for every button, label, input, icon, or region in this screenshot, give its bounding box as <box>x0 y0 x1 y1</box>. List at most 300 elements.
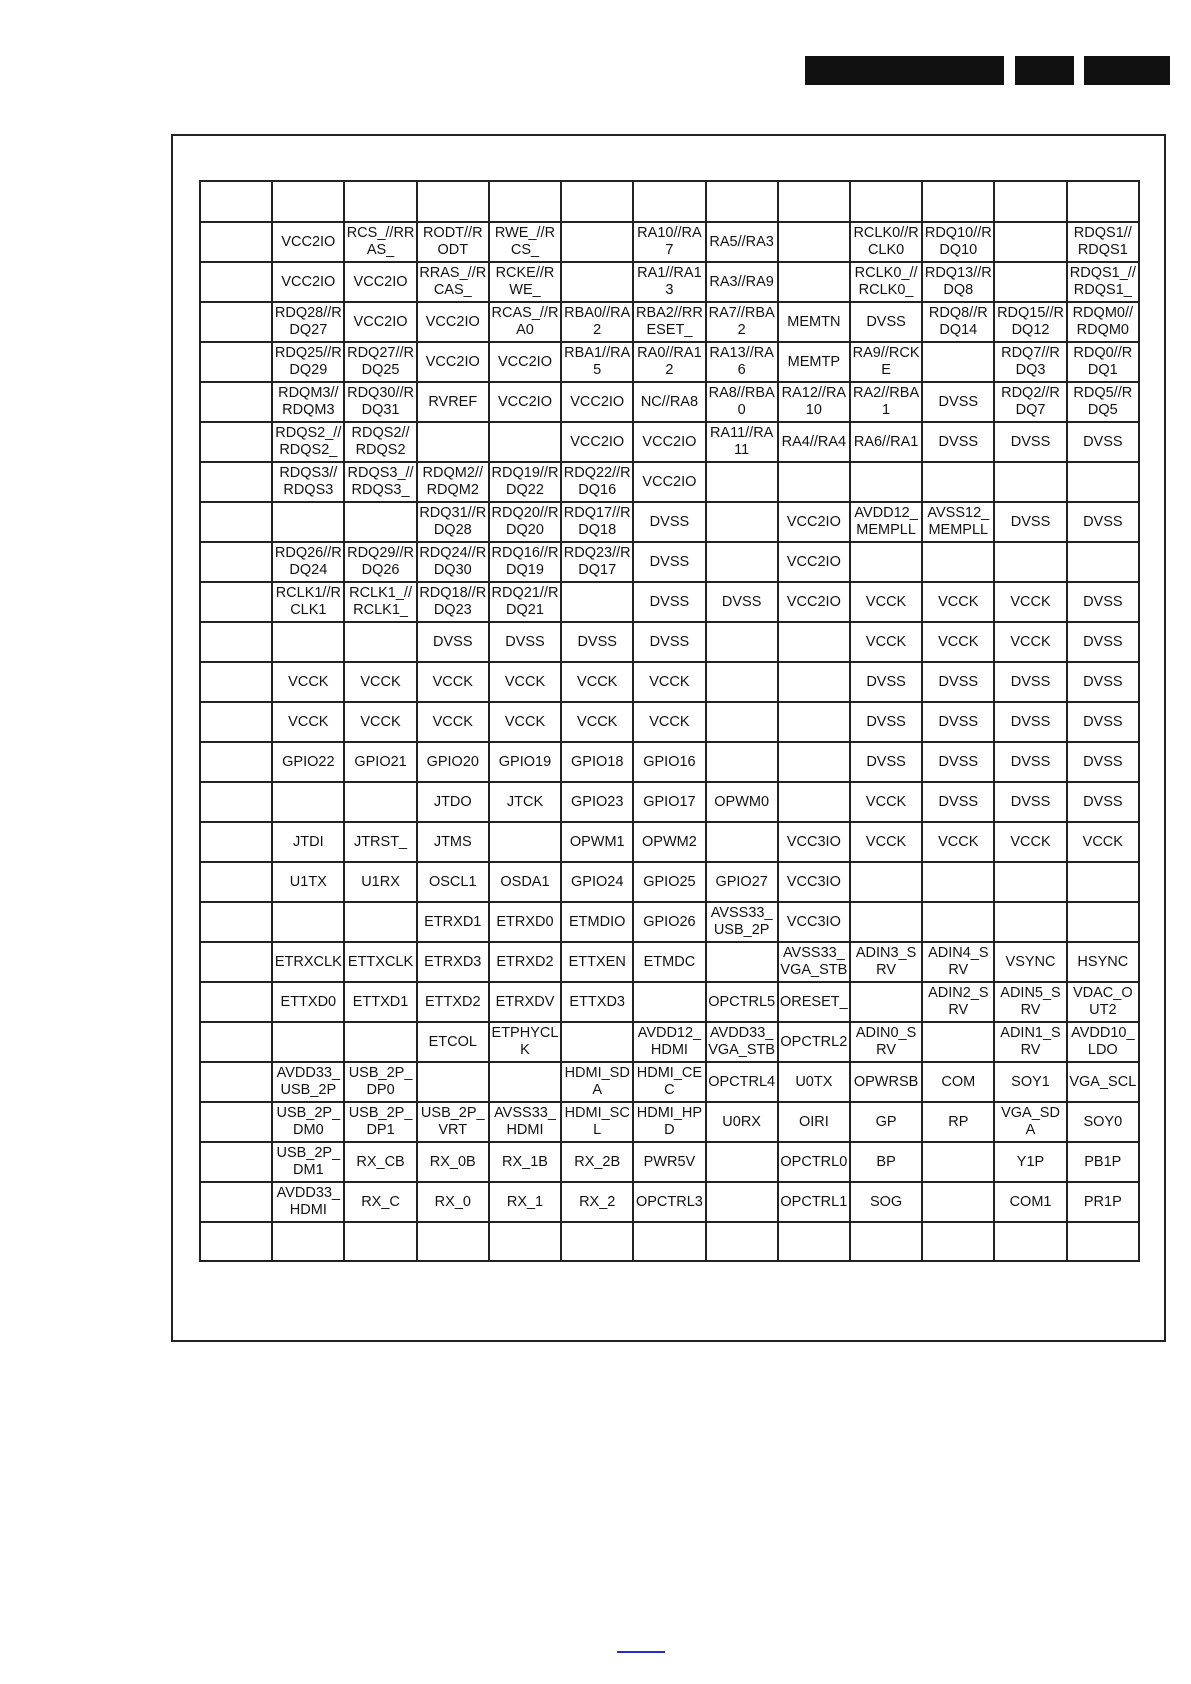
pin-cell: DVSS <box>850 302 922 342</box>
pin-cell: VCCK <box>1067 822 1139 862</box>
pin-cell: RDQ30//RDQ31 <box>344 382 416 422</box>
pin-cell <box>272 502 344 542</box>
pin-cell <box>561 1022 633 1062</box>
pin-cell <box>200 982 272 1022</box>
pin-cell: U0RX <box>706 1102 778 1142</box>
pin-cell: RBA2//RRESET_ <box>633 302 705 342</box>
pin-cell: RDQ23//RDQ17 <box>561 542 633 582</box>
pin-cell: RDQ10//RDQ10 <box>922 222 994 262</box>
pin-cell <box>994 902 1066 942</box>
pin-cell: VCC2IO <box>344 262 416 302</box>
pin-cell: DVSS <box>489 622 561 662</box>
pin-cell <box>994 262 1066 302</box>
pin-cell <box>200 582 272 622</box>
pin-cell: RX_C <box>344 1182 416 1222</box>
pin-cell <box>561 582 633 622</box>
pin-cell: GPIO18 <box>561 742 633 782</box>
pin-cell: RDQ29//RDQ26 <box>344 542 416 582</box>
pin-cell: VCCK <box>272 662 344 702</box>
pin-cell <box>706 662 778 702</box>
pin-cell <box>994 1222 1066 1261</box>
pin-cell: VCC2IO <box>417 302 489 342</box>
pin-cell <box>489 1062 561 1102</box>
pin-cell <box>706 742 778 782</box>
pin-cell: AVSS12_MEMPLL <box>922 502 994 542</box>
pin-cell: VCCK <box>344 662 416 702</box>
pin-cell <box>344 902 416 942</box>
pin-cell <box>1067 542 1139 582</box>
pin-cell: ETTXD3 <box>561 982 633 1022</box>
pin-cell: GPIO26 <box>633 902 705 942</box>
pin-cell <box>922 342 994 382</box>
pin-cell <box>489 822 561 862</box>
pin-cell <box>633 982 705 1022</box>
table-row <box>200 502 1139 542</box>
pin-cell: RCS_//RRAS_ <box>344 222 416 262</box>
pin-cell <box>850 902 922 942</box>
pin-cell <box>417 422 489 462</box>
pin-cell: VCCK <box>561 662 633 702</box>
pin-cell: RDQ16//RDQ19 <box>489 542 561 582</box>
pin-cell: OPWM1 <box>561 822 633 862</box>
pin-cell <box>200 862 272 902</box>
pin-cell: DVSS <box>994 502 1066 542</box>
pin-cell: RA10//RA7 <box>633 222 705 262</box>
pin-cell: HSYNC <box>1067 942 1139 982</box>
pin-cell <box>200 782 272 822</box>
pin-cell: RDQ2//RDQ7 <box>994 382 1066 422</box>
pin-cell <box>706 462 778 502</box>
pin-cell: RBA1//RA5 <box>561 342 633 382</box>
pin-cell: ETTXD0 <box>272 982 344 1022</box>
pin-cell: DVSS <box>922 662 994 702</box>
pin-cell: OPCTRL5 <box>706 982 778 1022</box>
pin-cell <box>200 1022 272 1062</box>
pin-cell: PB1P <box>1067 1142 1139 1182</box>
pin-cell <box>1067 902 1139 942</box>
pin-cell: AVDD12_HDMI <box>633 1022 705 1062</box>
pin-cell: OPWM0 <box>706 782 778 822</box>
pin-cell: DVSS <box>633 622 705 662</box>
pin-cell: JTDO <box>417 782 489 822</box>
pin-cell: RDQM2//RDQM2 <box>417 462 489 502</box>
table-row <box>200 302 1139 342</box>
pin-cell <box>200 222 272 262</box>
pin-cell: ADIN4_SRV <box>922 942 994 982</box>
pin-cell <box>344 782 416 822</box>
pin-cell <box>922 1182 994 1222</box>
pin-cell: HDMI_HPD <box>633 1102 705 1142</box>
pin-cell <box>272 181 344 222</box>
pin-cell <box>344 502 416 542</box>
pin-cell: VCCK <box>561 702 633 742</box>
pin-cell: OPCTRL1 <box>778 1182 850 1222</box>
pin-cell <box>706 622 778 662</box>
pin-cell <box>417 181 489 222</box>
pin-cell: SOG <box>850 1182 922 1222</box>
pin-cell: RX_0 <box>417 1182 489 1222</box>
pin-cell: NC//RA8 <box>633 382 705 422</box>
pin-cell <box>272 1022 344 1062</box>
pin-cell <box>200 462 272 502</box>
pin-cell <box>417 1062 489 1102</box>
pin-cell <box>561 222 633 262</box>
pin-cell <box>200 702 272 742</box>
page-link-underline[interactable] <box>617 1651 665 1653</box>
pin-cell: VSYNC <box>994 942 1066 982</box>
pin-cell: VCCK <box>850 782 922 822</box>
pin-cell: RX_0B <box>417 1142 489 1182</box>
pin-cell <box>706 942 778 982</box>
pin-cell <box>1067 462 1139 502</box>
pin-cell: ORESET_ <box>778 982 850 1022</box>
pin-cell: RDQ24//RDQ30 <box>417 542 489 582</box>
pin-cell: RDQ7//RDQ3 <box>994 342 1066 382</box>
pin-cell <box>200 662 272 702</box>
header-black-bar-right <box>1084 56 1170 85</box>
pin-cell: DVSS <box>994 702 1066 742</box>
pin-cell: RCLK0_//RCLK0_ <box>850 262 922 302</box>
pin-cell <box>344 1022 416 1062</box>
pin-cell: OPCTRL2 <box>778 1022 850 1062</box>
pin-cell <box>200 1222 272 1261</box>
pin-cell: AVSS33_VGA_STB <box>778 942 850 982</box>
pin-cell: VGA_SDA <box>994 1102 1066 1142</box>
pin-cell: ETPHYCLK <box>489 1022 561 1062</box>
pin-cell: RDQ26//RDQ24 <box>272 542 344 582</box>
pin-cell <box>1067 181 1139 222</box>
pin-cell: DVSS <box>994 422 1066 462</box>
table-row <box>200 782 1139 822</box>
pin-cell: DVSS <box>850 702 922 742</box>
pin-cell <box>922 1142 994 1182</box>
table-row <box>200 222 1139 262</box>
pin-cell: ETRXD2 <box>489 942 561 982</box>
pin-cell: DVSS <box>561 622 633 662</box>
pin-cell: DVSS <box>1067 702 1139 742</box>
pin-cell <box>706 702 778 742</box>
pin-cell <box>922 862 994 902</box>
ball-map-table <box>199 180 1140 1262</box>
pin-cell: AVDD33_HDMI <box>272 1182 344 1222</box>
pin-cell: DVSS <box>706 582 778 622</box>
pin-cell: DVSS <box>850 742 922 782</box>
pin-cell: DVSS <box>1067 582 1139 622</box>
pin-cell: OPCTRL3 <box>633 1182 705 1222</box>
pin-cell: VCCK <box>994 622 1066 662</box>
pin-cell: VCCK <box>272 702 344 742</box>
pin-cell <box>850 862 922 902</box>
pin-cell <box>778 1222 850 1261</box>
pin-cell <box>561 1222 633 1261</box>
pin-cell <box>706 542 778 582</box>
pin-cell: AVDD10_LDO <box>1067 1022 1139 1062</box>
pin-cell: USB_2P_VRT <box>417 1102 489 1142</box>
pin-cell: ADIN1_SRV <box>994 1022 1066 1062</box>
pin-cell: AVSS33_HDMI <box>489 1102 561 1142</box>
table-row <box>200 1062 1139 1102</box>
pin-cell <box>200 822 272 862</box>
pin-cell <box>922 1022 994 1062</box>
table-row <box>200 742 1139 782</box>
pin-cell <box>778 262 850 302</box>
table-row <box>200 862 1139 902</box>
pin-cell: OPCTRL4 <box>706 1062 778 1102</box>
pin-cell: ETMDC <box>633 942 705 982</box>
pin-cell: RA11//RA11 <box>706 422 778 462</box>
pin-cell: VCC2IO <box>633 422 705 462</box>
pin-cell: RDQS3//RDQS3 <box>272 462 344 502</box>
pin-cell: VCC2IO <box>489 382 561 422</box>
pin-cell <box>706 502 778 542</box>
pin-cell: VCC2IO <box>344 302 416 342</box>
pin-cell <box>850 1222 922 1261</box>
pin-cell <box>706 181 778 222</box>
pin-cell <box>200 622 272 662</box>
pin-cell: VCC2IO <box>272 262 344 302</box>
pin-cell: RDQ17//RDQ18 <box>561 502 633 542</box>
table-row <box>200 902 1139 942</box>
pin-cell <box>200 942 272 982</box>
pin-cell: GP <box>850 1102 922 1142</box>
pin-cell: VCC3IO <box>778 862 850 902</box>
pin-cell: PWR5V <box>633 1142 705 1182</box>
pin-cell <box>200 1102 272 1142</box>
pin-cell: RA8//RBA0 <box>706 382 778 422</box>
pin-cell: RDQS3_//RDQS3_ <box>344 462 416 502</box>
pin-cell <box>200 181 272 222</box>
pin-cell: VCC2IO <box>417 342 489 382</box>
pin-cell: RDQ27//RDQ25 <box>344 342 416 382</box>
pin-cell: ETRXD0 <box>489 902 561 942</box>
pin-cell: RRAS_//RCAS_ <box>417 262 489 302</box>
pin-cell: RCKE//RWE_ <box>489 262 561 302</box>
pin-cell <box>778 462 850 502</box>
table-row <box>200 982 1139 1022</box>
pin-cell: MEMTP <box>778 342 850 382</box>
pin-cell: ADIN5_SRV <box>994 982 1066 1022</box>
pin-cell <box>200 742 272 782</box>
pin-cell: RDQS1//RDQS1 <box>1067 222 1139 262</box>
pin-cell: ETTXEN <box>561 942 633 982</box>
pin-cell: RDQS2//RDQS2 <box>344 422 416 462</box>
pin-cell <box>778 702 850 742</box>
pin-cell: VGA_SCL <box>1067 1062 1139 1102</box>
pin-cell <box>272 902 344 942</box>
table-row <box>200 1022 1139 1062</box>
pin-cell: VCCK <box>922 622 994 662</box>
pin-cell: MEMTN <box>778 302 850 342</box>
pin-cell <box>200 1182 272 1222</box>
table-row <box>200 702 1139 742</box>
pin-cell: RDQ13//RDQ8 <box>922 262 994 302</box>
pin-cell <box>200 502 272 542</box>
pin-cell: RP <box>922 1102 994 1142</box>
pin-cell: VCCK <box>850 622 922 662</box>
pin-cell: DVSS <box>1067 782 1139 822</box>
pin-cell: RCLK0//RCLK0 <box>850 222 922 262</box>
pin-cell: USB_2P_DM0 <box>272 1102 344 1142</box>
pin-cell: RBA0//RA2 <box>561 302 633 342</box>
pin-cell: BP <box>850 1142 922 1182</box>
pin-cell: VCCK <box>633 702 705 742</box>
pin-cell: VCC2IO <box>633 462 705 502</box>
pin-cell: JTRST_ <box>344 822 416 862</box>
pin-cell <box>1067 862 1139 902</box>
table-row <box>200 262 1139 302</box>
pin-cell: ETCOL <box>417 1022 489 1062</box>
pin-cell <box>706 822 778 862</box>
table-row <box>200 1182 1139 1222</box>
pin-cell: VCCK <box>417 662 489 702</box>
pin-cell <box>344 622 416 662</box>
pin-cell <box>200 1062 272 1102</box>
table-row <box>200 422 1139 462</box>
pin-cell <box>706 1182 778 1222</box>
pin-cell: VCC2IO <box>778 582 850 622</box>
pin-cell: RDQM0//RDQM0 <box>1067 302 1139 342</box>
pin-cell: RCAS_//RA0 <box>489 302 561 342</box>
pin-cell: RDQ0//RDQ1 <box>1067 342 1139 382</box>
pin-cell: GPIO19 <box>489 742 561 782</box>
pin-cell: VCC3IO <box>778 902 850 942</box>
pin-cell: GPIO21 <box>344 742 416 782</box>
pin-cell: DVSS <box>922 782 994 822</box>
pin-cell <box>994 222 1066 262</box>
pin-cell: DVSS <box>1067 502 1139 542</box>
pin-cell: RA4//RA4 <box>778 422 850 462</box>
pin-cell: HDMI_CEC <box>633 1062 705 1102</box>
pin-cell <box>922 181 994 222</box>
pin-cell: DVSS <box>417 622 489 662</box>
pin-cell: RA12//RA10 <box>778 382 850 422</box>
pin-cell: ETTXD2 <box>417 982 489 1022</box>
pin-cell: OPCTRL0 <box>778 1142 850 1182</box>
table-row <box>200 382 1139 422</box>
pin-cell: DVSS <box>633 502 705 542</box>
table-row <box>200 662 1139 702</box>
pin-cell: OPWRSB <box>850 1062 922 1102</box>
pin-cell: DVSS <box>994 662 1066 702</box>
pin-cell <box>200 342 272 382</box>
pin-cell: HDMI_SCL <box>561 1102 633 1142</box>
pin-cell: HDMI_SDA <box>561 1062 633 1102</box>
pin-cell: DVSS <box>922 742 994 782</box>
pin-cell: OPWM2 <box>633 822 705 862</box>
pin-cell <box>633 1222 705 1261</box>
pin-cell <box>922 542 994 582</box>
pin-cell: OSDA1 <box>489 862 561 902</box>
pin-cell: ETRXD3 <box>417 942 489 982</box>
pin-cell: RDQ5//RDQ5 <box>1067 382 1139 422</box>
pin-cell <box>489 422 561 462</box>
pin-cell: RA9//RCKE <box>850 342 922 382</box>
pin-cell: ADIN0_SRV <box>850 1022 922 1062</box>
pin-cell: DVSS <box>1067 742 1139 782</box>
pin-cell: VCC2IO <box>561 382 633 422</box>
pin-cell: AVDD33_VGA_STB <box>706 1022 778 1062</box>
pin-cell: GPIO23 <box>561 782 633 822</box>
pin-cell <box>922 1222 994 1261</box>
pin-cell <box>850 542 922 582</box>
pin-cell: JTMS <box>417 822 489 862</box>
pin-cell: AVDD33_USB_2P <box>272 1062 344 1102</box>
pin-cell: AVSS33_USB_2P <box>706 902 778 942</box>
pin-cell: ADIN3_SRV <box>850 942 922 982</box>
pin-cell: RVREF <box>417 382 489 422</box>
pin-cell: VCC3IO <box>778 822 850 862</box>
pin-cell <box>994 462 1066 502</box>
pin-cell: USB_2P_DP1 <box>344 1102 416 1142</box>
pin-cell: RODT//RODT <box>417 222 489 262</box>
table-row <box>200 1102 1139 1142</box>
pin-cell: RX_2B <box>561 1142 633 1182</box>
pin-cell: JTDI <box>272 822 344 862</box>
pin-cell: SOY0 <box>1067 1102 1139 1142</box>
pin-cell: GPIO24 <box>561 862 633 902</box>
pin-cell: USB_2P_DP0 <box>344 1062 416 1102</box>
pin-cell: RDQ28//RDQ27 <box>272 302 344 342</box>
pin-cell: VCCK <box>922 582 994 622</box>
pin-cell <box>200 1142 272 1182</box>
pin-cell: GPIO27 <box>706 862 778 902</box>
pin-cell <box>778 782 850 822</box>
pin-cell: OIRI <box>778 1102 850 1142</box>
pin-cell: VCCK <box>417 702 489 742</box>
pin-cell <box>633 181 705 222</box>
pin-cell: RA3//RA9 <box>706 262 778 302</box>
table-row <box>200 462 1139 502</box>
pin-cell: DVSS <box>633 582 705 622</box>
pin-cell: GPIO17 <box>633 782 705 822</box>
pin-cell: RX_CB <box>344 1142 416 1182</box>
pin-cell: COM1 <box>994 1182 1066 1222</box>
pin-cell: RX_2 <box>561 1182 633 1222</box>
pin-cell: RDQ19//RDQ22 <box>489 462 561 502</box>
pin-cell: DVSS <box>922 382 994 422</box>
pin-cell <box>561 262 633 302</box>
pin-cell <box>922 462 994 502</box>
pin-cell: VCC2IO <box>778 502 850 542</box>
pin-cell: DVSS <box>850 662 922 702</box>
pin-cell <box>200 542 272 582</box>
pin-cell: ETRXCLK <box>272 942 344 982</box>
pin-cell: VCCK <box>633 662 705 702</box>
pin-cell: DVSS <box>633 542 705 582</box>
pin-cell: VCC2IO <box>778 542 850 582</box>
pin-cell: RA2//RBA1 <box>850 382 922 422</box>
pin-cell <box>489 181 561 222</box>
pin-cell <box>778 662 850 702</box>
pin-cell: RA1//RA13 <box>633 262 705 302</box>
pin-cell: GPIO16 <box>633 742 705 782</box>
pin-cell: ADIN2_SRV <box>922 982 994 1022</box>
pin-cell: VCCK <box>850 822 922 862</box>
pin-cell: RDQ21//RDQ21 <box>489 582 561 622</box>
pin-cell <box>994 181 1066 222</box>
pin-cell: Y1P <box>994 1142 1066 1182</box>
pin-cell: DVSS <box>922 422 994 462</box>
pin-cell <box>706 1222 778 1261</box>
pin-cell <box>200 902 272 942</box>
pin-cell: PR1P <box>1067 1182 1139 1222</box>
pin-cell: DVSS <box>1067 622 1139 662</box>
pin-cell <box>778 742 850 782</box>
pin-cell: RDQ25//RDQ29 <box>272 342 344 382</box>
table-row <box>200 822 1139 862</box>
pin-cell: RA0//RA12 <box>633 342 705 382</box>
pin-cell <box>200 382 272 422</box>
